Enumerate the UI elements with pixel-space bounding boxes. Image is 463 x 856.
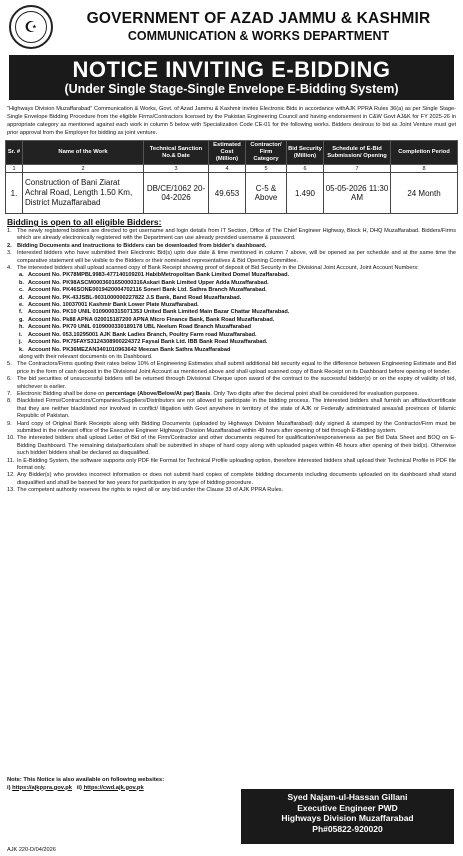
account-item: b. Account No. PK98ASCM0003601650000316Askari Bank Limited Upper Adda Muzaffarabad. [19,279,269,286]
account-item: i. Account No. 053.10295001 AJK Bank Ladies Branch, Poultry Farm road Muzaffarabad. [19,331,257,338]
clause: 1. The newly registered bidders are directed to get username and login details from IT Section, Office of The Chief Engineer Highway, Block H, DHQ Muzaffarabad. Bidders/Firms which are already electronically registered with the Department can use already provided username & password. [7,228,456,242]
header-category: Contractor/ Firm Category [246,141,287,165]
account-item: a. Account No. PK78MPBL9983-477140109201 HabibMetropolitan Bank Limited Domel Muzaffarabad. [19,272,290,279]
column-number: 7 [324,165,391,173]
header [5,2,458,52]
signature-block [241,789,454,844]
clause-text: The newly registered bidders are directed to get username and login details from IT Section, Office of The Chief Engineer Highway, Block H, DHQ Muzaffarabad. Bidders/Firms which are already electronically registered with the Department can use already provided username & password. [17,228,456,242]
header-schedule: Schedule of E-Bid Submission/ Opening [324,141,391,165]
header-security: Bid Security (Million) [287,141,324,165]
clause: 3. Interested bidders who have submitted their Electronic Bid(s) upto due date & time mentioned in column 7 above, will be opened as per schedule and at the same time the comparative statement will be visible to the Bidders or their nominated representatives & Bid Opening Committee. [7,250,456,264]
websites-note: Note: This Notice is also available on following websites: [7,777,165,783]
column-number: 2 [23,165,144,173]
header-cost: Estimated Cost (Million) [209,141,246,165]
signatory-office: Highways Division Muzaffarabad [281,813,414,823]
department-title: COMMUNICATION & WORKS DEPARTMENT [127,29,390,43]
header-period: Completion Period [391,141,458,165]
column-number: 1 [6,165,23,173]
column-number: 8 [391,165,458,173]
column-number: 6 [287,165,324,173]
cell-schedule: 05-05-2026 11:30 AM [324,173,391,214]
clause: 4. The interested bidders shall upload scanned copy of Bank Receipt showing proof of deposit of Bid Security in the Divisional Joint Account, Joint Account Numbers: [5,265,458,272]
clause-text: Any Bidder(s) who provides incorrect information or does not submit hard copies of complete bidding documents including documents uploaded on its dashboard shall stand disqualified and shall be banned for two years for participation in any type of bidding procedure. [17,472,456,486]
clause: 8. Blacklisted Firms/Contractors/Companies/Suppliers/Distributors are not allowed to participate in the bidding process. The interested bidders shall furnish an affidavit/certificate that they are neither blacklisted nor involved in conflict/ litigation with Govt anywhere in territory of the state of AJK or Federally administrated areas/all provinces of Islamic Republic of Pakistan. [7,398,456,420]
clause-text: Interested bidders who have submitted their Electronic Bid(s) upto due date & time mentioned in column 7 above, will be opened as per schedule and at the same time the comparative statement will be visible to the Bidders or their nominated representatives & Bid Opening Committee. [17,250,456,264]
account-item: f. Account No. PK10 UNIL 0109000315071353 United Bank Limited Main Bazar Chattar Muzaffarabad. [19,309,290,316]
clause: 10. The interested bidders shall upload Letter of Bid of the Firm/Contractor and other documents required for qualification/responsiveness as per Bid Data Sheet and BOQ on E-Bidding Dashboard. The remaining data/particulars shall be submitted in shape of hard copy along with uploaded pages within 48 hours after opening of their bid(s). Otherwise such bidder/ bidders shall be declared as disqualified. [7,435,456,457]
clause-text: The Contractors/Firms quoting their rates below 10% of Engineering Estimates shall submit additional bid security equal to the difference between Engineering Estimate and Bid price in the form of cash deposit in the Divisional Joint Account as mentioned above and shall upload scanned copy of Bank Receipt on its Dashboard before opening of tender. [17,361,456,375]
table-row [6,173,458,214]
clause-text: In E-Bidding System, the software supports only PDF file Format for Technical Profile uploading option, therefore interested bidders shall upload their Technical Profile in PDF file format only. [17,457,456,471]
footer [5,777,458,855]
cell-security: 1.490 [287,173,324,214]
cell-category: C-5 & Above [246,173,287,214]
signatory-title: Executive Engineer PWD [297,802,398,813]
account-item: d. Account No. PK-43JSBL-9031000000227822 J.S Bank, Band Road Muzaffarabad. [19,294,242,301]
website-link-cwd[interactable]: https://cwd.ajk.gov.pk [83,784,144,791]
cell-period: 24 Month [391,173,458,214]
seal-emblem-icon: ☪ [15,11,47,43]
clause-text: The interested bidders shall upload Letter of Bid of the Firm/Contractor and other documents required for qualification/responsiveness as per Bid Data Sheet and BOQ on E-Bidding Dashboard. The remaining data/particulars shall be submitted in shape of hard copy along with uploaded pages within 48 hours after opening of their bid(s). Otherwise such bidder/ bidders shall be declared as disqualified. [17,435,456,457]
clause: 12. Any Bidder(s) who provides incorrect information or does not submit hard copies of complete bidding documents including documents uploaded on its dashboard shall stand disqualified and shall be banned for two years for participation in any type of bidding procedure. [7,472,456,486]
account-item: c. Account No. PK46SONE0019420004702116 Soneri Bank Ltd. Sathra Branch Muzaffarabad. [19,287,267,294]
cell-cost: 49.653 [209,173,246,214]
account-item: j. Account No. PK75FAYS3124308900224372 Faysal Bank Ltd. IBB Bank Road Muzaffarabad. [19,339,268,346]
cell-ts: DB/CE/1062 20-04-2026 [144,173,209,214]
header-work: Name of the Work [23,141,144,165]
reference-number: AJK 220-D/04/2026 [7,847,56,853]
column-number-row [6,165,458,173]
signatory-phone: Ph#05822-920020 [312,823,383,834]
website-link-ppra[interactable]: https://ajkppra.gov.pk [12,784,72,791]
clause: 2. Bidding Documents and instructions to Bidders can be downloaded from bidder's dashboard. [5,243,458,250]
column-number: 3 [144,165,209,173]
clause: 5. The Contractors/Firms quoting their rates below 10% of Engineering Estimates shall submit additional bid security equal to the difference between Engineering Estimate and Bid price in the form of cash deposit in the Divisional Joint Account as mentioned above and shall upload scanned copy of Bank Receipt on its Dashboard before opening of tender. [7,361,456,375]
clause-text: Hard copy of Original Bank Receipts along with Bidding Documents (uploaded by Highways Division Muzaffarabad) duly signed & stamped by the Contractor/Firm must be submitted in the relevant office of the Executive Engineer Highways Division Muzaffarabad within 48 hours after opening of bid through E-Bidding system. [17,420,456,434]
clause: 7. Electronic Bidding shall be done on percentage (Above/Below/At par) Basis. Only Two digits after the decimal point shall be considered for evaluation purposes. [5,391,458,398]
clause-text: Bidding Documents and instructions to Bidders can be downloaded from bidder's dashboard. [17,242,267,249]
clause-text: The competent authority reserves the rights to reject all or any bid under the Clause 33 of AJK PPRA Rules. [17,487,284,494]
column-number: 4 [209,165,246,173]
account-item: k. Account No. PK36MEZAN3401010963642 Meezan Bank Sathra Muzaffarabad [19,346,231,353]
table-header-row [6,141,458,165]
header-titles [59,10,458,44]
clause-text: Blacklisted Firms/Contractors/Companies/Suppliers/Distributors are not allowed to participate in the bidding process. The interested bidders shall furnish an affidavit/certificate that they are neither blacklisted nor involved in conflict/ litigation with Govt anywhere in territory of the state of AJK or Federally administrated areas/all provinces of Islamic Republic of Pakistan. [17,398,456,420]
account-item: g. Account No. Pk88 APNA 020015187200 APNA Micro Finance Bank, Bank Road Muzaffarabad. [19,316,275,323]
clauses-list [5,228,458,495]
cell-sr: 1. [6,173,23,214]
works-table [5,140,458,214]
clause: 6. The bid securities of unsuccessful bidders will be returned through Divisional Cheque upon award of the contract to the successful bidder(s) or on the expiry of validity of bid, whichever is earlier. [7,376,456,390]
account-item: h. Account No. PK70 UNIL 0109000330189178 UBL Neelum Road Branch Muzaffarabad [19,324,252,331]
notice-banner [9,55,454,100]
column-number: 5 [246,165,287,173]
clause-text: Electronic Bidding shall be done on percentage (Above/Below/At par) Basis. Only Two digits after the decimal point shall be considered for evaluation purposes. [17,390,419,397]
clause-text: The bid securities of unsuccessful bidders will be returned through Divisional Cheque upon award of the contract to the successful bidder(s) or on the expiry of validity of bid, whichever is earlier. [17,376,456,390]
clause-text: The interested bidders shall upload scanned copy of Bank Receipt showing proof of deposit of Bid Security in the Divisional Joint Account, Joint Account Numbers: [17,265,419,272]
eligibility-heading: Bidding is open to all eligible Bidders: [7,217,162,227]
government-seal [9,5,53,49]
clause-4-continuation: along with their relevant documents on its Dashboard. [19,353,153,360]
clause: 9. Hard copy of Original Bank Receipts along with Bidding Documents (uploaded by Highways Division Muzaffarabad) duly signed & stamped by the Contractor/Firm must be submitted in the relevant office of the Executive Engineer Highways Division Muzaffarabad within 48 hours after opening of bid through E-Bidding system. [7,420,456,434]
cell-work: Construction of Bani Ziarat Achral Road, Length 1.50 Km, District Muzaffarabad [23,173,144,214]
notice-title: NOTICE INVITING E-BIDDING [72,57,391,82]
header-ts: Technical Sanction No.& Date [144,141,209,165]
notice-subtitle: (Under Single Stage-Single Envelope E-Bidding System) [64,82,399,96]
signatory-name: Syed Najam-ul-Hassan Gillani [287,792,408,802]
header-sr: Sr. # [6,141,23,165]
clause: 11. In E-Bidding System, the software supports only PDF file Format for Technical Profile uploading option, therefore interested bidders shall upload their Technical Profile in PDF file format only. [7,457,456,471]
account-item: e. Account No. 10037001 Kashmir Bank Lower Plate Muzaffarabad. [19,302,199,309]
intro-paragraph: "Highways Division Muzaffarabad" Communication & Works, Govt. of Azad Jammu & Kashmir invites Electronic Bids in accordance withAJK PPRA Rules 36(a) as per Single Stage-Single Envelope Bidding Procedure from the eligible Firms/Contractors licensed by the Pakistan Engineering Council and having endorsement in C&W Govt AJ&K for FY 2025-26 in appropriate category as mentioned against each work in column 5 below with Specialization Code CE-01 for the following works. Bidders desirous to bid as Joint Venture must get prior approval from the Employer for bidding as joint venture. [7,106,456,136]
government-title: GOVERNMENT OF AZAD JAMMU & KASHMIR [86,10,431,27]
websites-list: i) https://ajkppra.gov.pk ii) https://cwd.ajk.gov.pk [7,784,144,791]
clause: 13. The competent authority reserves the rights to reject all or any bid under the Clause 33 of AJK PPRA Rules. [5,487,458,494]
